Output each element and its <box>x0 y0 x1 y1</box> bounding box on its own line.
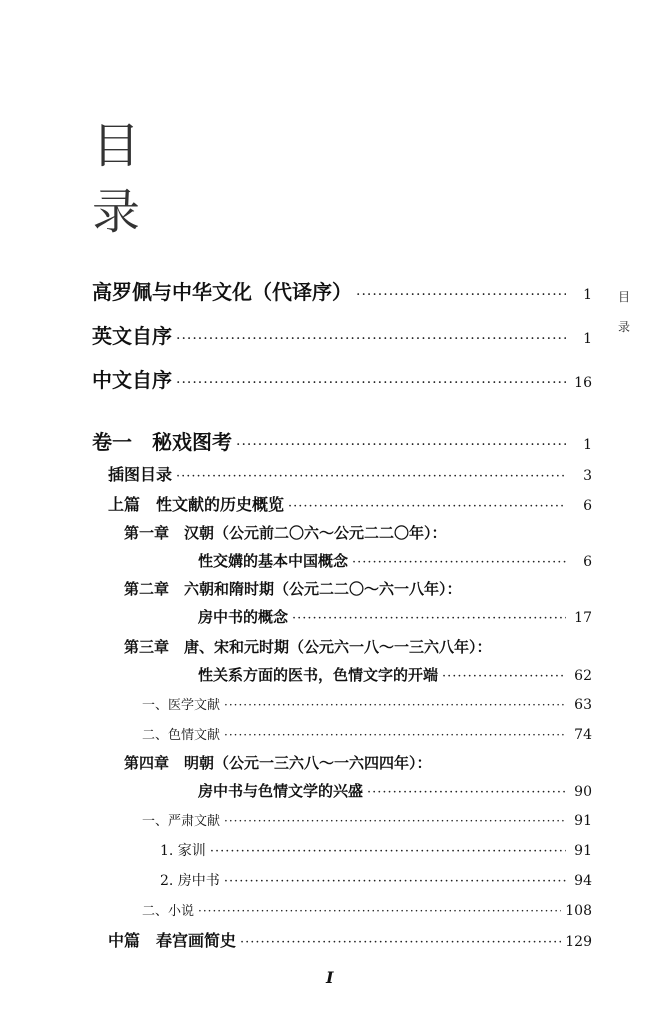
toc-page-number: 63 <box>574 697 592 713</box>
toc-entry-chapter-two[interactable] <box>198 606 592 627</box>
toc-entry-label: 二、色情文献 <box>142 728 221 743</box>
dot-leader <box>292 611 566 626</box>
toc-page-number: 16 <box>574 375 592 391</box>
toc-entry-label: 房中书的概念 <box>198 608 289 626</box>
toc-entry-label: 卷一 秘戏图考 <box>92 430 232 454</box>
toc-page-number: 91 <box>574 843 592 859</box>
dot-leader <box>224 874 566 889</box>
side-tab-char-mu: 目 <box>618 290 631 304</box>
toc-page-number: 1 <box>583 437 592 453</box>
toc-entry-medical-literature[interactable] <box>142 694 592 713</box>
toc-page-number: 74 <box>574 727 592 743</box>
toc-page-number: 90 <box>574 784 592 800</box>
toc-entry-label: 英文自序 <box>92 324 172 348</box>
page-number-footer: I <box>326 968 334 987</box>
side-tab-char-lu: 录 <box>618 320 631 334</box>
toc-entry-label: 2. 房中书 <box>160 873 220 889</box>
toc-page-number: 3 <box>583 468 592 484</box>
toc-page-number: 1 <box>583 287 592 303</box>
toc-entry-label: 1. 家训 <box>160 843 206 859</box>
dot-leader <box>176 375 566 391</box>
toc-entry-label: 插图目录 <box>108 465 173 484</box>
dot-leader <box>288 499 566 514</box>
dot-leader <box>198 904 561 918</box>
toc-entry-english-preface[interactable] <box>92 320 592 349</box>
toc-page-number: 6 <box>583 498 592 514</box>
toc-entry-family-instructions[interactable] <box>160 840 592 860</box>
toc-entry-label: 房中书与色情文学的兴盛 <box>198 782 364 800</box>
toc-entry-part-one[interactable] <box>108 492 592 515</box>
chapter-three-heading: 第三章 唐、宋和元时期（公元六一八～一三六八年）： <box>124 638 492 656</box>
toc-page-number: 62 <box>574 668 592 684</box>
toc-entry-label: 中篇 春宫画简史 <box>108 931 237 950</box>
toc-entry-part-two[interactable] <box>108 928 592 951</box>
toc-entry-chapter-three[interactable] <box>198 664 592 685</box>
dot-leader <box>224 698 566 712</box>
chapter-two-heading: 第二章 六朝和隋时期（公元二二〇～六一八年）： <box>124 580 462 598</box>
toc-entry-label: 一、医学文献 <box>142 698 221 713</box>
toc-entry-bedchamber-books[interactable] <box>160 870 592 890</box>
toc-entry-label: 一、严肃文献 <box>142 814 221 829</box>
heading-char-lu: 录 <box>92 184 141 240</box>
dot-leader <box>210 844 566 859</box>
toc-page-number: 94 <box>574 873 592 889</box>
toc-page-number: 17 <box>574 610 592 626</box>
toc-entry-label: 上篇 性文献的历史概览 <box>108 495 285 514</box>
toc-entry-erotic-literature[interactable] <box>142 724 592 743</box>
dot-leader <box>367 785 566 800</box>
toc-entry-illustration-list[interactable] <box>108 462 592 485</box>
chapter-four-heading: 第四章 明朝（公元一三六八～一六四四年）： <box>124 754 432 772</box>
toc-entry-label: 性交媾的基本中国概念 <box>198 552 349 570</box>
toc-entry-volume-one[interactable] <box>92 426 592 455</box>
toc-entry-chinese-preface[interactable] <box>92 364 592 393</box>
chapter-one-heading: 第一章 汉朝（公元前二〇六～公元二二〇年）： <box>124 524 447 542</box>
heading-char-mu: 目 <box>92 118 141 174</box>
dot-leader <box>224 728 566 742</box>
toc-page-number: 6 <box>583 554 592 570</box>
toc-entry-serious-literature[interactable] <box>142 810 592 829</box>
toc-entry-label: 中文自序 <box>92 368 172 392</box>
toc-entry-label: 高罗佩与中华文化（代译序） <box>92 280 352 304</box>
toc-entry-novels[interactable] <box>142 900 592 919</box>
dot-leader <box>224 814 566 828</box>
dot-leader <box>176 469 566 484</box>
toc-page-number: 91 <box>574 813 592 829</box>
toc-entry-chapter-one[interactable] <box>198 550 592 571</box>
toc-page-number: 1 <box>583 331 592 347</box>
dot-leader <box>236 437 566 453</box>
toc-page-number: 129 <box>565 934 592 950</box>
toc-entry-chapter-four[interactable] <box>198 780 592 801</box>
dot-leader <box>442 669 566 684</box>
toc-entry-label: 二、小说 <box>142 904 195 919</box>
toc-entry-label: 性关系方面的医书，色情文字的开端 <box>198 666 439 684</box>
dot-leader <box>356 287 566 303</box>
dot-leader <box>240 935 561 950</box>
dot-leader <box>176 331 566 347</box>
toc-entry-translator-preface[interactable] <box>92 276 592 305</box>
dot-leader <box>352 555 566 570</box>
toc-page-number: 108 <box>565 903 592 919</box>
